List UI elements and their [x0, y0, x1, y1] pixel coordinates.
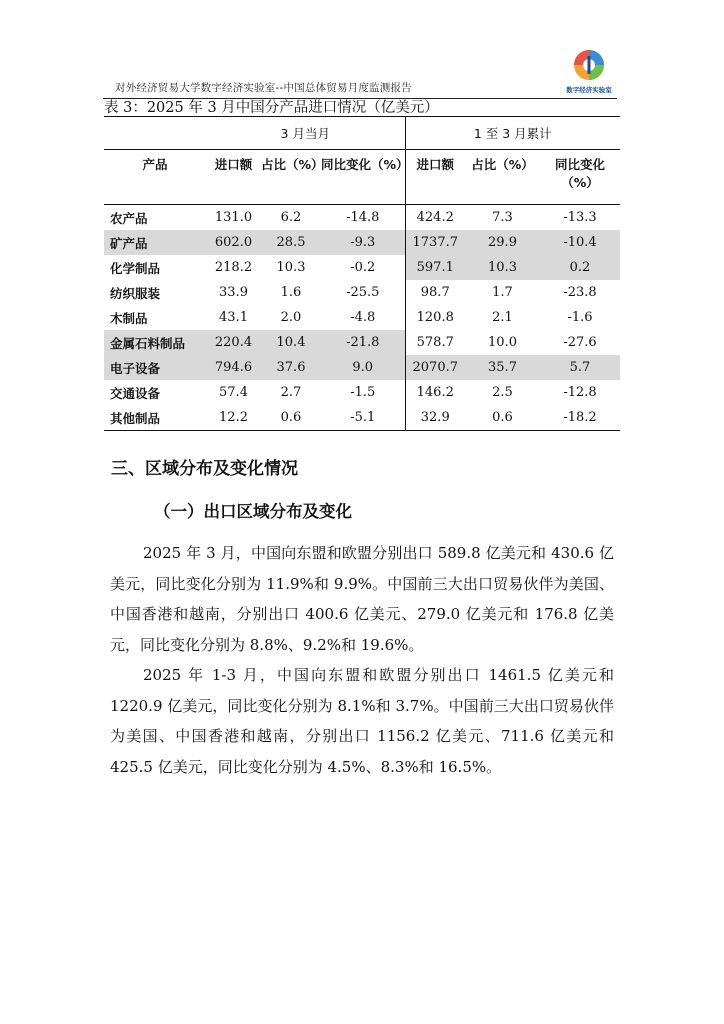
- value-cell: 32.9: [405, 405, 465, 431]
- value-cell: 6.2: [280, 210, 302, 225]
- value-cell: 98.7: [405, 280, 465, 305]
- corner-cell: [104, 117, 206, 150]
- value-cell: -1.5: [350, 385, 376, 400]
- column-header-share: 占比（%）: [261, 150, 321, 205]
- value-cell: -12.8: [563, 385, 597, 400]
- table-row: [104, 330, 620, 355]
- group-header-march: 3 月当月: [206, 117, 405, 150]
- value-cell: -10.4: [540, 230, 620, 255]
- value-cell: 29.9: [465, 230, 540, 255]
- value-cell: -21.8: [321, 330, 405, 355]
- value-cell: 12.2: [206, 405, 261, 431]
- value-cell: -25.5: [346, 285, 380, 300]
- value-cell: 57.4: [219, 385, 248, 400]
- value-cell: 33.9: [219, 285, 248, 300]
- value-cell: 5.7: [540, 355, 620, 380]
- value-cell: 0.6: [465, 405, 540, 431]
- value-cell: -14.8: [346, 210, 380, 225]
- column-header-import-ytd: 进口额: [405, 150, 465, 205]
- header-text: 对外经济贸易大学数字经济实验室--中国总体贸易月度监测报告: [115, 82, 412, 94]
- value-cell: 120.8: [405, 305, 465, 330]
- table-row: [104, 355, 620, 380]
- table-title: 表 3：2025 年 3 月中国分产品进口情况（亿美元）: [104, 100, 439, 116]
- column-header-yoy-ytd: 同比变化（%）: [540, 150, 620, 205]
- import-table: [104, 116, 620, 431]
- product-name-cell: 农产品: [110, 210, 148, 226]
- value-cell: 7.3: [492, 210, 513, 225]
- group-header-ytd: 1 至 3 月累计: [405, 117, 620, 150]
- value-cell: 2.7: [280, 385, 302, 400]
- column-header-product: 产品: [104, 150, 206, 205]
- value-cell: 218.2: [214, 260, 253, 275]
- table-row: [104, 255, 620, 280]
- value-cell: 2.1: [492, 310, 513, 325]
- column-header-import: 进口额: [206, 150, 261, 205]
- product-name-cell: 其他制品: [104, 405, 206, 431]
- value-cell: 1.6: [280, 285, 302, 300]
- product-name-cell: 电子设备: [104, 355, 206, 380]
- value-cell: 0.6: [261, 405, 321, 431]
- value-cell: 1737.7: [405, 230, 465, 255]
- value-cell: 0.2: [540, 255, 620, 280]
- value-cell: -0.2: [350, 260, 376, 275]
- value-cell: 2.0: [280, 310, 302, 325]
- value-cell: 597.1: [405, 255, 465, 280]
- value-cell: -13.3: [563, 210, 597, 225]
- table-row: [104, 380, 620, 405]
- product-name-cell: 金属石料制品: [104, 330, 206, 355]
- value-cell: 2.5: [492, 385, 513, 400]
- product-name-cell: 交通设备: [110, 385, 161, 401]
- sub-title: （一）出口区域分布及变化: [154, 502, 352, 521]
- product-name-cell: 木制品: [110, 310, 148, 326]
- product-name-cell: 化学制品: [110, 260, 161, 276]
- value-cell: -18.2: [540, 405, 620, 431]
- value-cell: 35.7: [465, 355, 540, 380]
- value-cell: 146.2: [405, 380, 465, 405]
- table-row: [104, 405, 620, 431]
- value-cell: -27.6: [563, 335, 597, 350]
- value-cell: -1.6: [567, 310, 593, 325]
- column-header-yoy: 同比变化（%）: [321, 150, 405, 205]
- table-row: [104, 230, 620, 255]
- product-name-cell: 纺织服装: [110, 285, 161, 301]
- value-cell: 10.4: [261, 330, 321, 355]
- value-cell: -5.1: [321, 405, 405, 431]
- value-cell: 37.6: [261, 355, 321, 380]
- value-cell: -4.8: [350, 310, 376, 325]
- value-cell: 10.0: [488, 335, 517, 350]
- value-cell: 424.2: [405, 205, 465, 231]
- value-cell: 2070.7: [405, 355, 465, 380]
- value-cell: 28.5: [261, 230, 321, 255]
- lab-logo-icon: [561, 46, 617, 86]
- value-cell: 131.0: [214, 210, 253, 225]
- value-cell: 1.7: [492, 285, 513, 300]
- column-header-share-ytd: 占比（%）: [465, 150, 540, 205]
- value-cell: 578.7: [405, 330, 465, 355]
- paragraph-ytd: 2025 年 1-3 月，中国向东盟和欧盟分别出口 1461.5 亿美元和 1220.9 亿美元，同比变化分别为 8.1%和 3.7%。中国前三大出口贸易伙伴为美国、中国香港和越南，分别出口 1156.2 亿美元、711.6 亿美元和 425.5 亿美元，同比变化分别为 4.5%、8.3%和 16.5%。: [110, 666, 614, 776]
- value-cell: 220.4: [206, 330, 261, 355]
- table-row: [104, 305, 620, 330]
- paragraph-march: 2025 年 3 月，中国向东盟和欧盟分别出口 589.8 亿美元和 430.6 亿美元，同比变化分别为 11.9%和 9.9%。中国前三大出口贸易伙伴为美国、中国香港和越南，分别出口 400.6 亿美元、279.0 亿美元和 176.8 亿美元，同比变化分别为 8.8%、9.2%和 19.6%。: [110, 544, 614, 654]
- value-cell: 10.3: [276, 260, 306, 275]
- value-cell: -9.3: [321, 230, 405, 255]
- value-cell: 43.1: [219, 310, 248, 325]
- logo-caption: 数字经济实验室: [566, 86, 612, 94]
- value-cell: 794.6: [206, 355, 261, 380]
- value-cell: -23.8: [563, 285, 597, 300]
- section-title: 三、区域分布及变化情况: [111, 459, 298, 479]
- value-cell: 602.0: [206, 230, 261, 255]
- lab-logo: [561, 46, 617, 98]
- table-row: [104, 205, 620, 231]
- table-row: [104, 280, 620, 305]
- product-name-cell: 矿产品: [104, 230, 206, 255]
- value-cell: 10.3: [465, 255, 540, 280]
- value-cell: 9.0: [321, 355, 405, 380]
